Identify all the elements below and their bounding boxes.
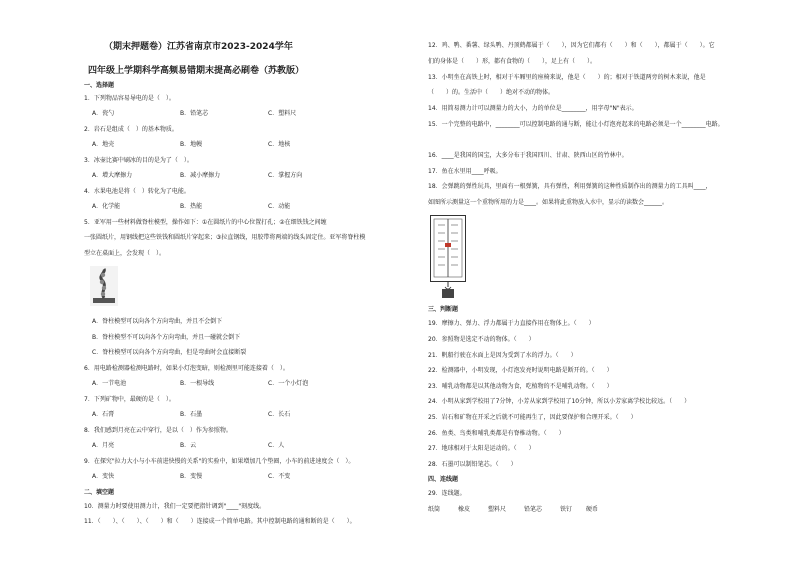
section-fill: 二、填空题 xyxy=(84,489,115,496)
q4-option-c: C．动能 xyxy=(268,203,291,210)
q9-option-c: C．不变 xyxy=(268,473,291,480)
question-20: 20．参照物是选定不动的物体。（ ） xyxy=(428,336,535,343)
question-17: 17．鱼在水里用____呼吸。 xyxy=(428,168,502,175)
q1-option-a: A．瓷勺 xyxy=(92,110,115,117)
match-item-6: 硬币 xyxy=(586,506,599,513)
question-16: 16．____是我国的国宝，大多分布于我国四川、甘肃、陕西山区的竹林中。 xyxy=(428,152,628,159)
question-24: 24．小明从家到学校用了7分钟，小芳从家到学校用了10分钟，所以小芳家离学校比较远。（ ） xyxy=(428,398,691,405)
spring-scale-figure xyxy=(430,215,466,299)
question-13-line2: （ ）的。生活中（ ）绝对不动的物体。 xyxy=(428,89,555,96)
q1-option-c: C．塑料尺 xyxy=(268,110,297,117)
q3-option-c: C．掌握方向 xyxy=(268,172,303,179)
question-4: 4．水果电池是将（ ）转化为了电能。 xyxy=(84,188,190,195)
match-item-4: 铅笔芯 xyxy=(524,506,543,513)
q2-option-b: B．地幔 xyxy=(180,141,203,148)
q3-option-b: B．减小摩擦力 xyxy=(180,172,221,179)
match-item-1: 纸筒 xyxy=(428,506,441,513)
q9-option-b: B．变慢 xyxy=(180,473,203,480)
q6-option-b: B．一根导线 xyxy=(180,380,215,387)
spine-model-image xyxy=(90,266,118,306)
q9-option-a: A．变快 xyxy=(92,473,115,480)
question-18-line2: 如图所示测量这一个重物所用的力是____。如果将此重物放入水中，显示的读数会______。 xyxy=(428,199,669,206)
question-6: 6．用电路检测器检测电路时，如果小灯泡变暗，则检测里可能连接着（ ）。 xyxy=(84,365,289,372)
q7-option-b: B．石墨 xyxy=(180,411,203,418)
q4-option-a: A．化学能 xyxy=(92,203,121,210)
q5-option-b: B．脊柱模型不可以向各个方向弯曲，并且一碰就会倒下 xyxy=(92,334,241,341)
question-26: 26．鱼类、鸟类和哺乳类都是有脊椎动物。（ ） xyxy=(428,430,565,437)
question-5-line1: 5．亚军用一些材料做脊柱模型，操作如下：①在圆纸片的中心位置打孔；②在细铁钱之间缠 xyxy=(84,219,327,226)
question-2: 2．岩石是组成（ ）的基本物质。 xyxy=(84,126,178,133)
question-11: 11．（ ）、（ ）、（ ）和（ ）连接成一个简单电路。其中控制电路的通和断的是（ ）。 xyxy=(84,518,356,525)
question-29: 29．连线题。 xyxy=(428,490,466,497)
question-15: 15．一个完整的电路中，________可以控制电路的通与断，能让小灯泡亮起来的电路必须是一个________电路。 xyxy=(428,121,724,128)
question-7: 7．下列矿物中，最硬的是（ ）。 xyxy=(84,396,175,403)
q8-option-a: A．月亮 xyxy=(92,442,115,449)
question-14: 14．用简易测力计可以测量力的大小，力的单位是________，用字母"N"表示。 xyxy=(428,105,638,112)
question-10: 10．测量力时要使用测力计，我们一定要把指针调到"____"刻度线。 xyxy=(84,503,266,510)
question-25: 25．岩石和矿物在开采之后就不可能再生了，因此要保护和合理开采。（ ） xyxy=(428,414,637,421)
section-matching: 四、连线题 xyxy=(428,476,459,483)
q3-option-a: A．增大摩擦力 xyxy=(92,172,133,179)
q6-option-c: C．一个小灯泡 xyxy=(268,380,309,387)
question-27: 27．地球相对于太阳是运动的。（ ） xyxy=(428,445,535,452)
question-12-line2: 们的身体是（ ）形，都有食物的（ ），足上有（ ）。 xyxy=(428,58,597,65)
q8-option-b: B．云 xyxy=(180,442,197,449)
question-1: 1．下列物品容易导电的是（ ）。 xyxy=(84,95,175,102)
doc-title-line2: 四年级上学期科学高频易错期末提高必刷卷（苏教版） xyxy=(88,66,305,76)
match-item-3: 塑料尺 xyxy=(488,506,507,513)
question-13-line1: 13．小明坐在高铁上时，相对于车厢里的座椅来说，他是（ ）的；相对于铁道两旁的树木来说，他是 xyxy=(428,74,706,81)
question-28: 28．石墨可以制铅笔芯。（ ） xyxy=(428,461,517,468)
question-21: 21．帆船行驶在水面上是因为受到了水的浮力。（ ） xyxy=(428,352,577,359)
q8-option-c: C．人 xyxy=(268,442,285,449)
question-19: 19．摩擦力、弹力、浮力都属于力直接作用在物体上。（ ） xyxy=(428,320,595,327)
q6-option-a: A．一节电池 xyxy=(92,380,127,387)
question-3: 3．冰壶比赛中刷冰的目的是为了（ ）。 xyxy=(84,157,193,164)
section-judge: 三、判断题 xyxy=(428,306,459,313)
q7-option-a: A．石膏 xyxy=(92,411,115,418)
doc-title-line1: （期末押题卷）江苏省南京市2023-2024学年 xyxy=(104,42,293,52)
q5-option-c: C．脊柱模型可以向各个方向弯曲，但是弯曲时会直接断裂 xyxy=(92,349,247,356)
q5-option-a: A．脊柱模型可以向各个方向弯曲，并且不会倒下 xyxy=(92,318,223,325)
match-item-5: 铁钉 xyxy=(560,506,573,513)
q2-option-a: A．地壳 xyxy=(92,141,115,148)
question-5-line2: 一张圆纸片，用钢线把这些铁钱和圆纸片穿起来；③拉直钢线，用胶带将两端的线头固定住。亚军将脊柱模 xyxy=(84,234,366,241)
section-choice: 一、选择题 xyxy=(84,82,115,89)
question-23: 23．哺乳动物都是以其他动物为食，吃植物的不是哺乳动物。（ ） xyxy=(428,383,613,390)
question-18-line1: 18．会弹跳的弹性玩具，里面有一根弹簧，具有弹性，利用弹簧的这种性质制作出的测量力的工具叫____， xyxy=(428,183,712,190)
q1-option-b: B．铅笔芯 xyxy=(180,110,209,117)
match-item-2: 橡皮 xyxy=(458,506,471,513)
q2-option-c: C．地核 xyxy=(268,141,291,148)
question-12-line1: 12．鸡、鸭、番薯、绿头鸭、丹顶鹤都属于（ ），因为它们都有（ ）和（ ），都属于（ ）。它 xyxy=(428,42,715,49)
q4-option-b: B．热能 xyxy=(180,203,203,210)
question-22: 22．检测器中，小明发现，小灯泡发亮时说明电路是断开的。（ ） xyxy=(428,367,613,374)
q7-option-c: C．长石 xyxy=(268,411,291,418)
question-5-line3: 型立在桌面上，会发现（ ）。 xyxy=(84,250,166,257)
question-9: 9．在探究"拉力大小与小车前进快慢的关系"的实验中，如果增加几个垫圈，小车的前进速度会（ ）。 xyxy=(84,458,355,465)
question-8: 8．我们感到月亮在云中穿行，是以（ ）作为参照物。 xyxy=(84,427,232,434)
